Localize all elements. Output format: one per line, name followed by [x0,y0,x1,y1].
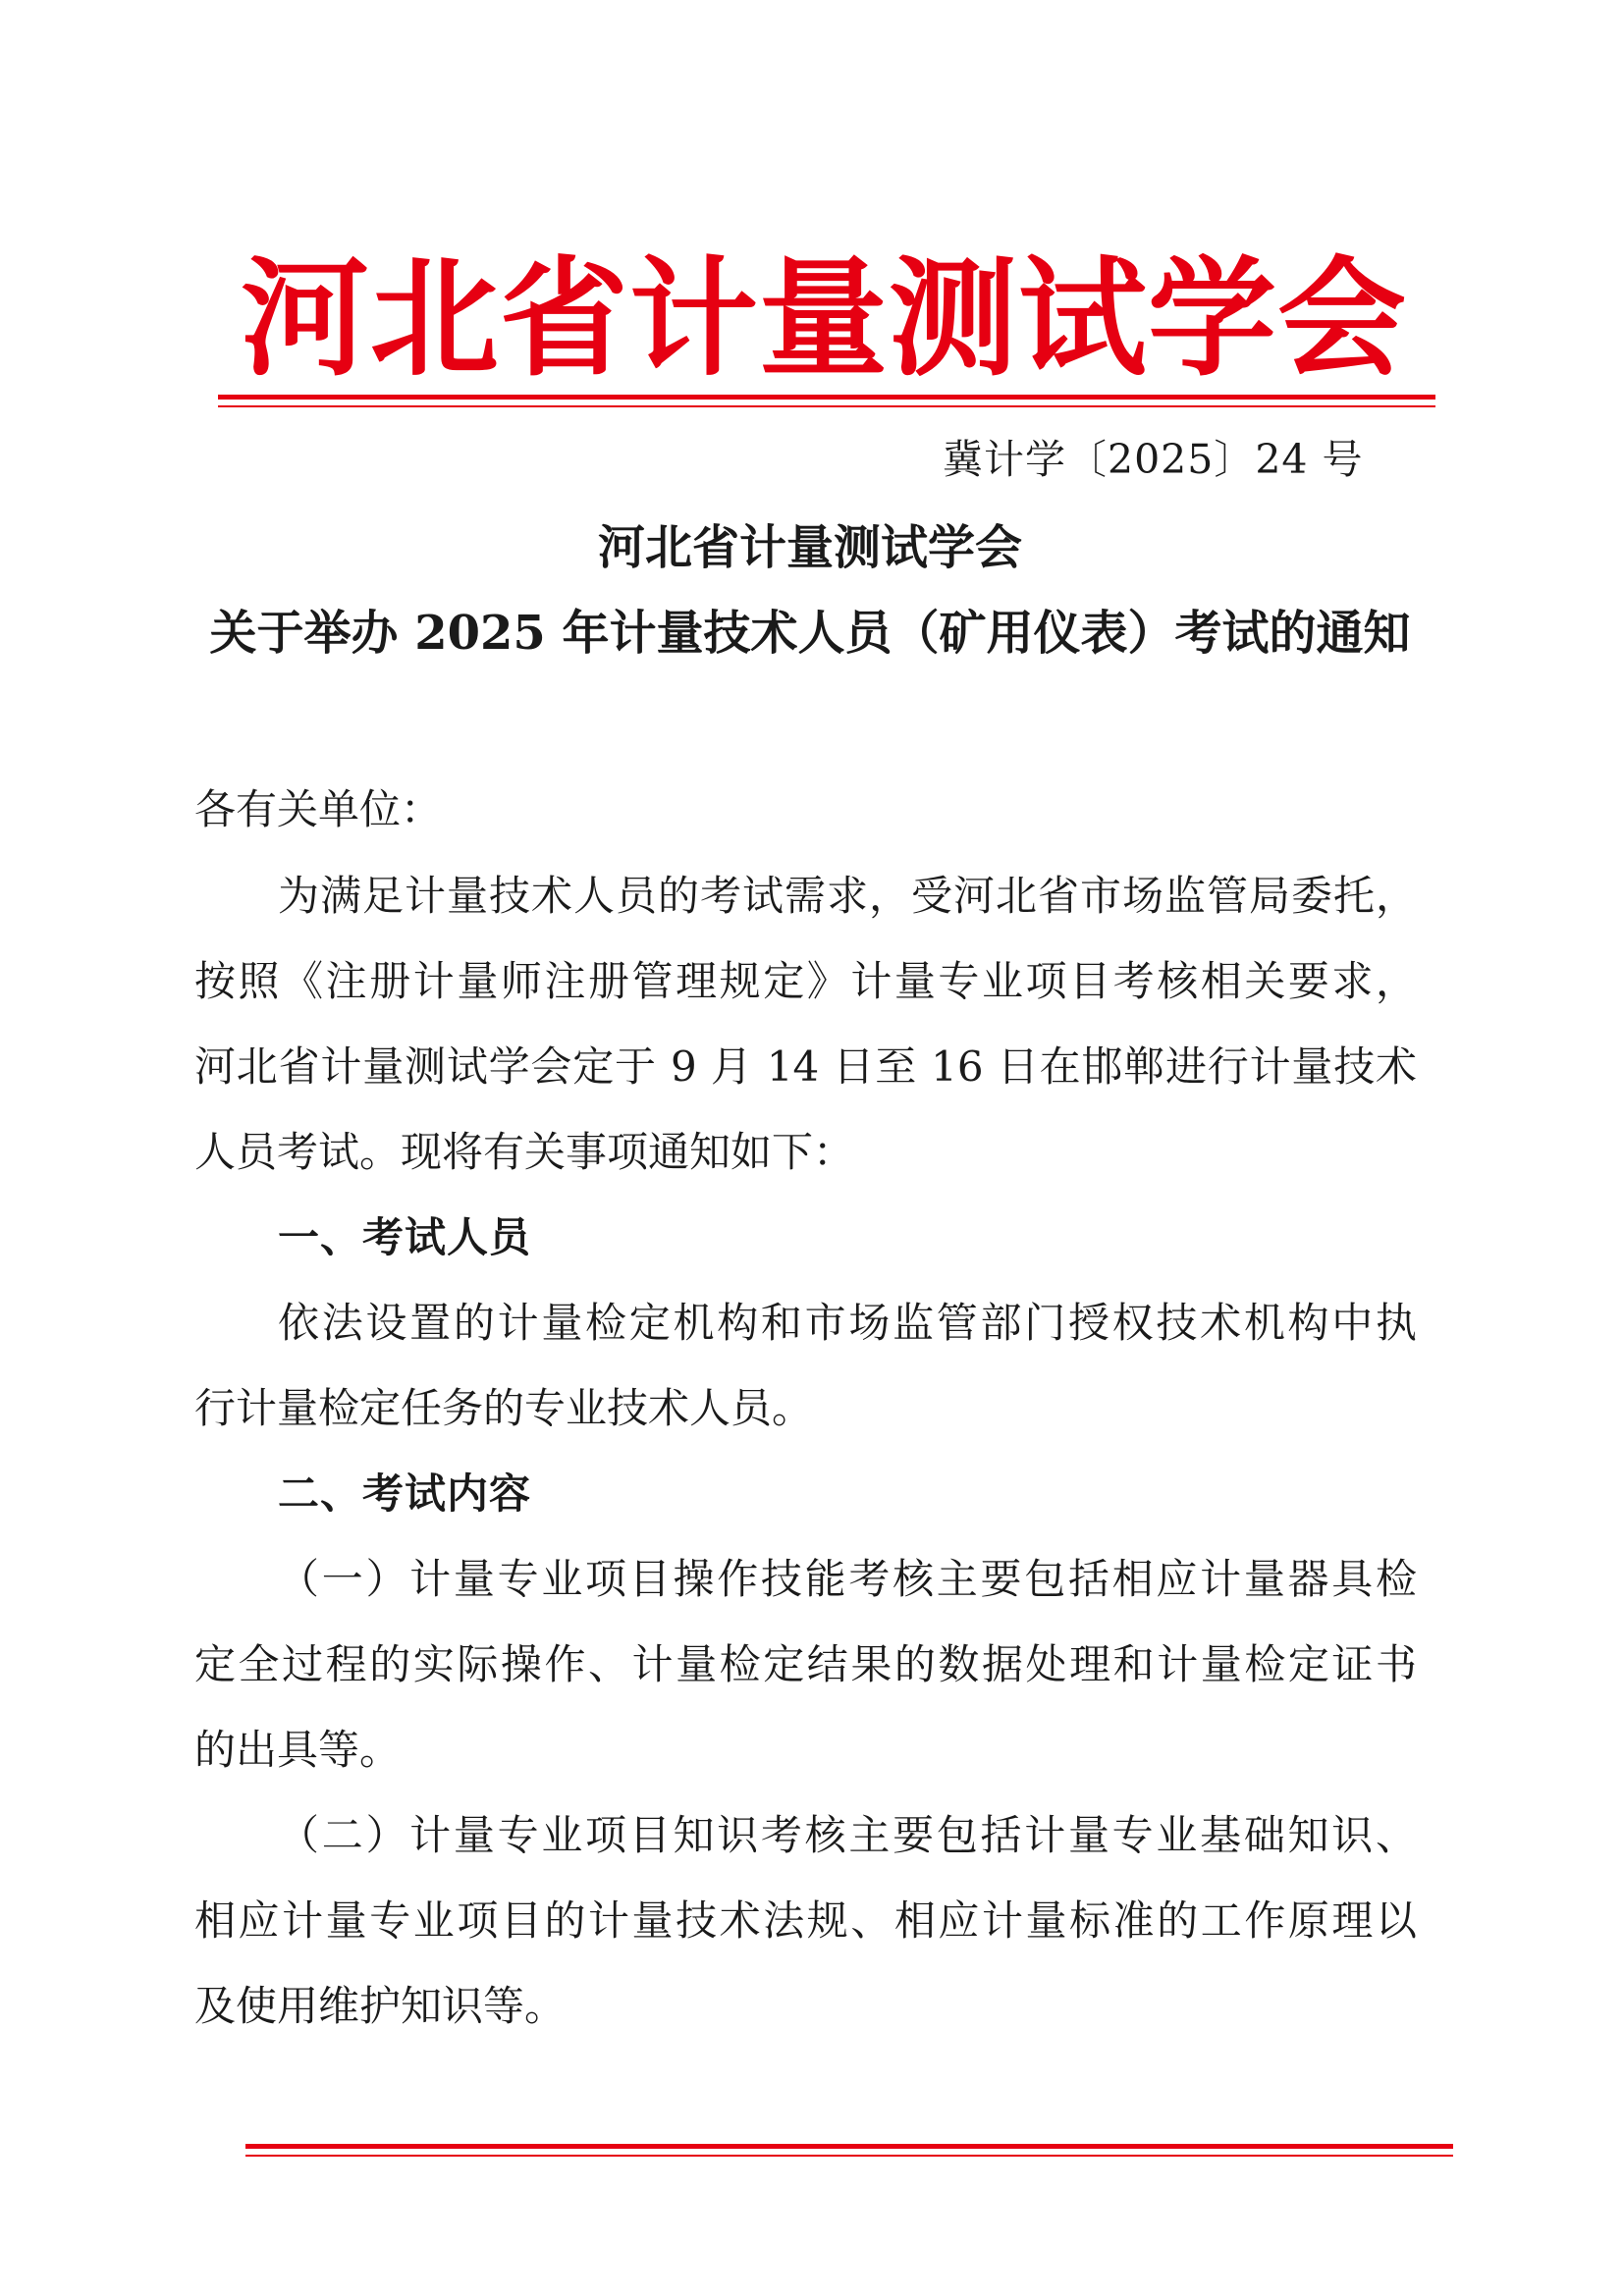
document-number: 冀计学〔2025〕24 号 [943,436,1364,483]
footer-rule-thick-line [245,2144,1453,2149]
section-1-heading: 一、考试人员 [278,1213,532,1261]
salutation: 各有关单位： [194,785,443,833]
intro-line-3: 河北省计量测试学会定于 9 月 14 日至 16 日在邯郸进行计量技术 [194,1042,1417,1091]
org-header-title: 河北省计量测试学会 [241,243,1408,394]
intro-line-4: 人员考试。现将有关事项通知如下： [194,1128,855,1176]
intro-line-2: 按照《注册计量师注册管理规定》计量专业项目考核相关要求， [194,957,1417,1005]
section-1-line-2: 行计量检定任务的专业技术人员。 [194,1384,814,1432]
footer-rule-thin-line [245,2155,1453,2157]
section-2-item-1-line-2: 定全过程的实际操作、计量检定结果的数据处理和计量检定证书 [194,1640,1417,1688]
header-rule-thick-line [218,395,1435,400]
section-2-item-2-line-2: 相应计量专业项目的计量技术法规、相应计量标准的工作原理以 [194,1896,1417,1945]
section-1-line-1: 依法设置的计量检定机构和市场监管部门授权技术机构中执 [278,1299,1417,1347]
header-rule-thin-line [218,405,1435,407]
section-2-item-2-line-1: （二）计量专业项目知识考核主要包括计量专业基础知识、 [278,1811,1417,1859]
section-2-item-1-line-3: 的出具等。 [194,1726,402,1774]
notice-title-line-1: 河北省计量测试学会 [597,520,1022,575]
section-2-item-2-line-3: 及使用维护知识等。 [194,1982,567,2030]
section-2-heading: 二、考试内容 [278,1469,532,1518]
notice-title-line-2: 关于举办 2025 年计量技术人员（矿用仪表）考试的通知 [209,606,1411,661]
section-2-item-1-line-1: （一）计量专业项目操作技能考核主要包括相应计量器具检 [278,1555,1417,1603]
intro-line-1: 为满足计量技术人员的考试需求，受河北省市场监管局委托， [278,872,1417,920]
